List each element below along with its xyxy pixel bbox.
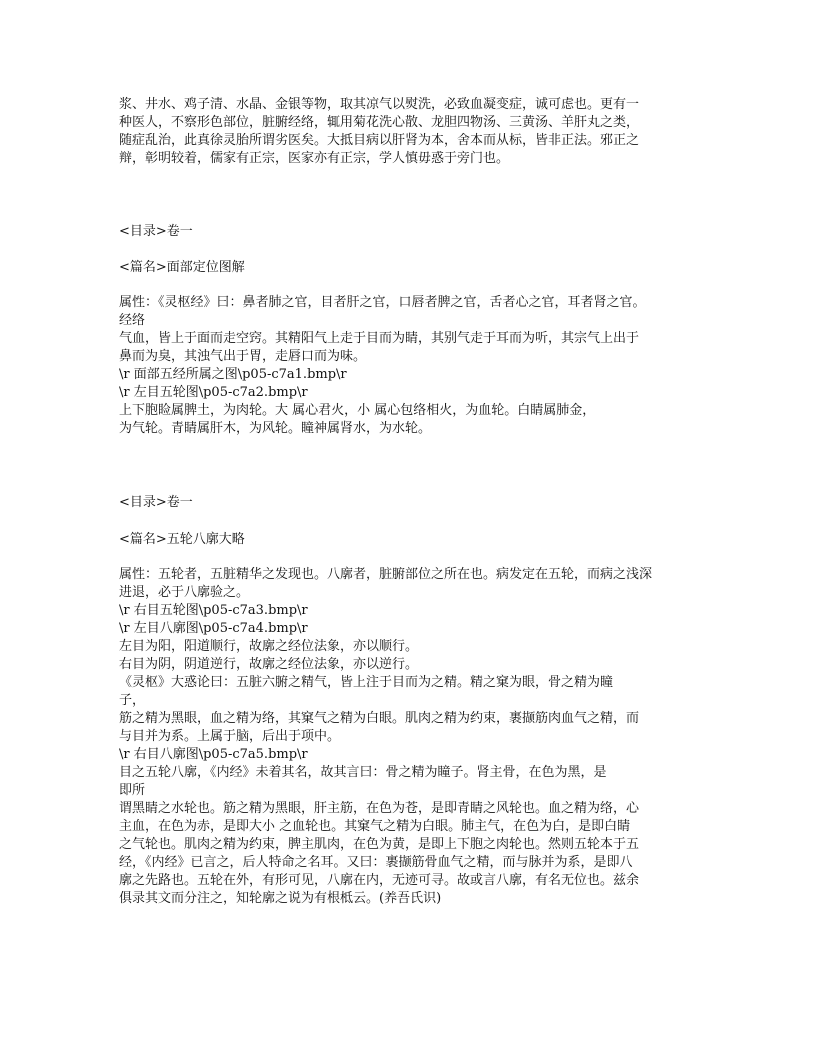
text-line: 属性：《灵枢经》曰：鼻者肺之官，目者肝之官，口唇者脾之官，舌者心之官，耳者肾之官。 — [119, 295, 646, 310]
image-reference: \r 右目八廓图\p05-c7a5.bmp\r — [119, 747, 308, 762]
text-line: 为气轮。青睛属肝木，为风轮。瞳神属肾水，为水轮。 — [119, 421, 432, 436]
text-line: 筋之精为黑眼，血之精为络，其窠气之精为白眼。肌肉之精为约束，裹撷筋肉血气之精，而 — [119, 711, 640, 726]
text-line: 属性：五轮者，五脏精华之发现也。八廓者，脏腑部位之所在也。病发定在五轮，而病之浅深 — [119, 567, 653, 582]
section-2-body — [119, 566, 652, 908]
text-line: 子， — [119, 693, 146, 708]
section-1-catalog — [119, 223, 193, 241]
text-line: 廓之先路也。五轮在外，有形可见，八廓在内，无迹可寻。故或言八廓，有名无位也。兹余 — [119, 873, 640, 888]
text-line: 《灵枢》大惑论曰：五脏六腑之精气，皆上注于目而为之精。精之窠为眼，骨之精为瞳 — [119, 675, 614, 690]
image-reference: \r 右目五轮图\p05-c7a3.bmp\r — [119, 603, 308, 618]
text-line: 之气轮也。肌肉之精为约束，脾主肌肉，在色为黄，是即上下胞之肉轮也。然则五轮本于五 — [119, 837, 640, 852]
text-line: 与目并为系。上属于脑，后出于项中。 — [119, 729, 341, 744]
section-1-title — [119, 259, 245, 277]
catalog-label: <目录>卷一 — [119, 495, 193, 510]
text-line: 上下胞睑属脾土，为肉轮。大 属心君火，小 属心包络相火，为血轮。白睛属肺金， — [119, 403, 596, 418]
section-1-body — [119, 294, 646, 438]
text-line: 谓黑睛之水轮也。筋之精为黑眼，肝主筋，在色为苍，是即青睛之风轮也。血之精为络，心 — [119, 801, 640, 816]
text-line: 浆、井水、鸡子清、水晶、金银等物，取其凉气以熨洗，必致血凝变症，诚可虑也。更有一 — [119, 97, 640, 112]
text-line: 目之五轮八廓，《内经》未着其名，故其言曰：骨之精为瞳子。肾主骨，在色为黑，是 — [119, 765, 607, 780]
text-line: 左目为阳，阳道顺行，故廓之经位法象，亦以顺行。 — [119, 639, 419, 654]
image-reference: \r 左目五轮图\p05-c7a2.bmp\r — [119, 385, 308, 400]
chapter-title: <篇名>五轮八廓大略 — [119, 532, 245, 547]
text-line: 种医人，不察形色部位，脏腑经络，辄用菊花洗心散、龙胆四物汤、三黄汤、羊肝丸之类， — [119, 115, 640, 130]
text-line: 经络 — [119, 313, 146, 328]
chapter-title: <篇名>面部定位图解 — [119, 260, 245, 275]
text-line: 随症乱治，此真徐灵胎所谓劣医矣。大抵目病以肝肾为本，舍本而从标，皆非正法。邪正之 — [119, 133, 640, 148]
text-line: 即所 — [119, 783, 146, 798]
image-reference: \r 面部五经所属之图\p05-c7a1.bmp\r — [119, 367, 347, 382]
text-line: 气血，皆上于面而走空窍。其精阳气上走于目而为睛，其别气走于耳而为听，其宗气上出于 — [119, 331, 640, 346]
catalog-label: <目录>卷一 — [119, 224, 193, 239]
text-line: 主血，在色为赤，是即大小 之血轮也。其窠气之精为白眼。肺主气，在色为白，是即白睛 — [119, 819, 631, 834]
text-line: 经，《内经》已言之，后人特命之名耳。又曰：裹撷筋骨血气之精，而与脉并为系，是即八 — [119, 855, 633, 870]
section-2-title — [119, 531, 245, 549]
text-line: 进退，必于八廓验之。 — [119, 585, 250, 600]
text-line: 右目为阴，阴道逆行，故廓之经位法象，亦以逆行。 — [119, 657, 419, 672]
image-reference: \r 左目八廓图\p05-c7a4.bmp\r — [119, 621, 308, 636]
intro-paragraph — [119, 96, 639, 168]
text-line: 鼻而为臭，其浊气出于胃，走唇口而为味。 — [119, 349, 367, 364]
section-2-catalog — [119, 494, 193, 512]
text-line: 俱录其文而分注之，知轮廓之说为有根柢云。(养吾氏识) — [119, 891, 442, 906]
text-line: 辩，彰明较着，儒家有正宗，医家亦有正宗，学人慎毋惑于旁门也。 — [119, 151, 510, 166]
